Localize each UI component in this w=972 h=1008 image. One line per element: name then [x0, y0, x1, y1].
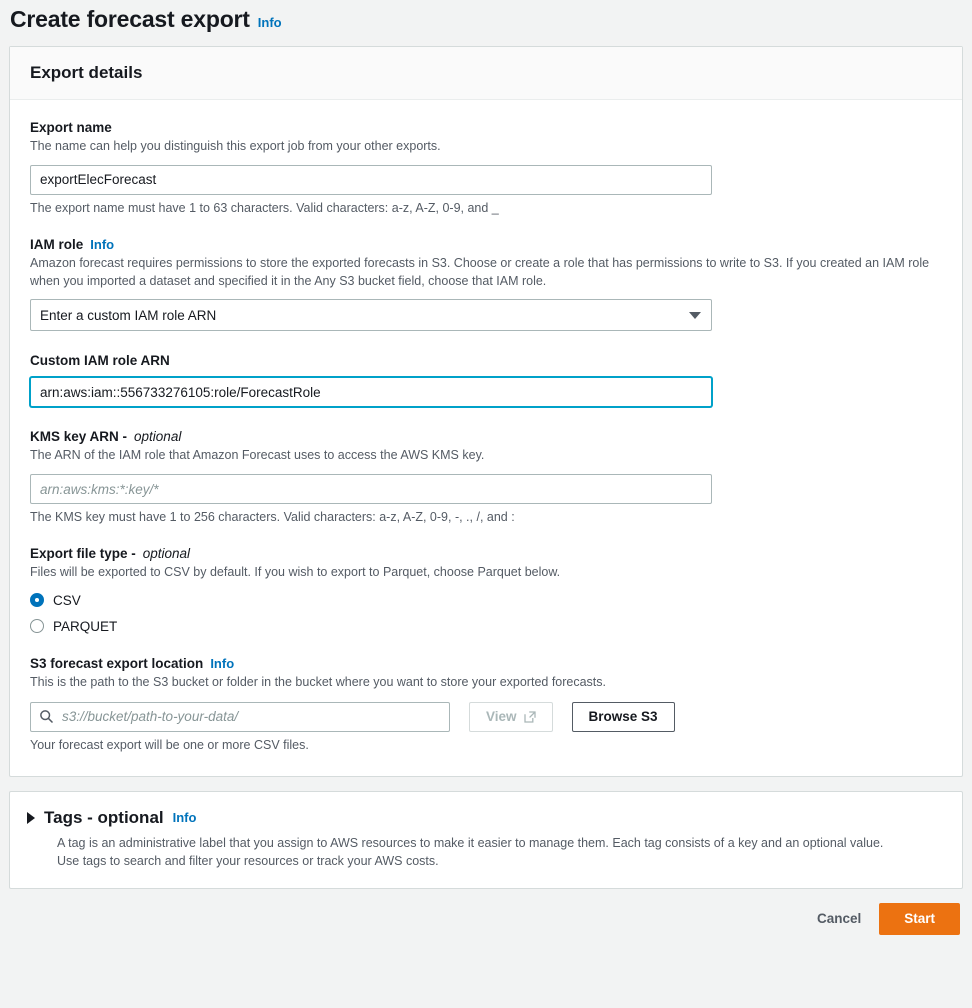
tags-title: Tags - optional [44, 807, 164, 827]
s3-export-location-description: This is the path to the S3 bucket or folder in the bucket where you want to store your exported forecasts. [30, 674, 607, 689]
kms-key-arn-label [30, 429, 942, 444]
export-details-title: Export details [30, 63, 143, 82]
s3-export-location-hint: Your forecast export will be one or more CSV files. [30, 737, 309, 752]
export-file-type-label-text: Export file type - [30, 546, 136, 561]
export-details-header [10, 47, 962, 100]
browse-s3-button[interactable] [572, 702, 675, 732]
custom-iam-role-arn-input[interactable] [30, 377, 712, 407]
page-title: Create forecast export [10, 6, 250, 32]
page-header [0, 0, 972, 33]
iam-role-selected-value: Enter a custom IAM role ARN [40, 307, 217, 323]
s3-input-row [30, 702, 942, 732]
export-name-hint: The export name must have 1 to 63 characters. Valid characters: a-z, A-Z, 0-9, and _ [30, 200, 499, 215]
export-file-type-field [30, 546, 942, 634]
radio-parquet-indicator[interactable] [30, 619, 44, 633]
iam-role-select[interactable] [30, 299, 712, 331]
radio-option-parquet[interactable] [30, 619, 942, 634]
cancel-button[interactable]: Cancel [807, 911, 871, 926]
export-file-type-description: Files will be exported to CSV by default. If you wish to export to Parquet, choose Parquet below. [30, 565, 561, 579]
export-details-body [10, 100, 962, 776]
tags-card [9, 791, 963, 889]
s3-export-location-label [30, 656, 942, 671]
expand-caret-icon[interactable] [27, 812, 35, 824]
radio-option-csv[interactable] [30, 593, 942, 608]
page-info-link[interactable]: Info [257, 15, 282, 30]
kms-key-arn-field [30, 429, 942, 524]
iam-role-field [30, 237, 942, 332]
kms-key-arn-description: The ARN of the IAM role that Amazon Forecast uses to access the AWS KMS key. [30, 448, 485, 463]
tags-header[interactable] [10, 792, 962, 828]
s3-export-location-label-text: S3 forecast export location [30, 655, 204, 671]
radio-csv-indicator[interactable] [30, 593, 44, 607]
iam-role-label-text: IAM role [30, 236, 84, 252]
custom-iam-role-arn-label [30, 353, 942, 368]
export-file-type-optional-text: optional [142, 546, 191, 561]
kms-key-arn-input[interactable] [30, 474, 712, 504]
form-footer [0, 889, 972, 935]
export-name-input[interactable] [30, 165, 712, 195]
export-details-card [9, 46, 963, 777]
kms-key-arn-optional-text: optional [134, 429, 182, 445]
export-file-type-label [30, 546, 942, 561]
iam-role-info-link[interactable]: Info [90, 236, 115, 252]
view-button[interactable] [469, 702, 553, 732]
custom-iam-role-arn-field [30, 353, 942, 407]
kms-key-arn-label-text: KMS key ARN - [30, 429, 128, 445]
export-name-field [30, 120, 942, 215]
tags-description: A tag is an administrative label that you assign to AWS resources to make it easier to manage them. Each tag consists of a key and an optional value. Use tags to search and filter your resources or track your AWS costs. [57, 835, 884, 868]
start-button[interactable]: Start [879, 903, 960, 935]
s3-export-location-field [30, 656, 942, 752]
iam-role-label [30, 237, 942, 252]
tags-info-link[interactable]: Info [172, 810, 197, 825]
custom-iam-role-arn-label-text: Custom IAM role ARN [30, 353, 170, 369]
kms-key-arn-hint: The KMS key must have 1 to 256 characters. Valid characters: a-z, A-Z, 0-9, -, ., /, and : [30, 510, 515, 524]
view-button-label: View [486, 709, 517, 724]
radio-parquet-label: PARQUET [53, 618, 118, 634]
iam-role-select-wrap [30, 299, 712, 331]
s3-path-input[interactable] [30, 702, 450, 732]
s3-path-input-wrap [30, 702, 450, 732]
s3-export-location-info-link[interactable]: Info [210, 655, 235, 671]
export-name-description: The name can help you distinguish this export job from your other exports. [30, 139, 441, 153]
browse-s3-button-label: Browse S3 [588, 709, 658, 724]
export-name-label [30, 120, 942, 135]
iam-role-description: Amazon forecast requires permissions to store the exported forecasts in S3. Choose or create a role that has permissions to write to S3. If you created an IAM role when you imported a dataset and specified it in the Any S3 bucket field, choose that IAM role. [30, 255, 930, 288]
radio-csv-label: CSV [53, 592, 81, 608]
export-name-label-text: Export name [30, 120, 112, 135]
external-link-icon [524, 711, 536, 723]
